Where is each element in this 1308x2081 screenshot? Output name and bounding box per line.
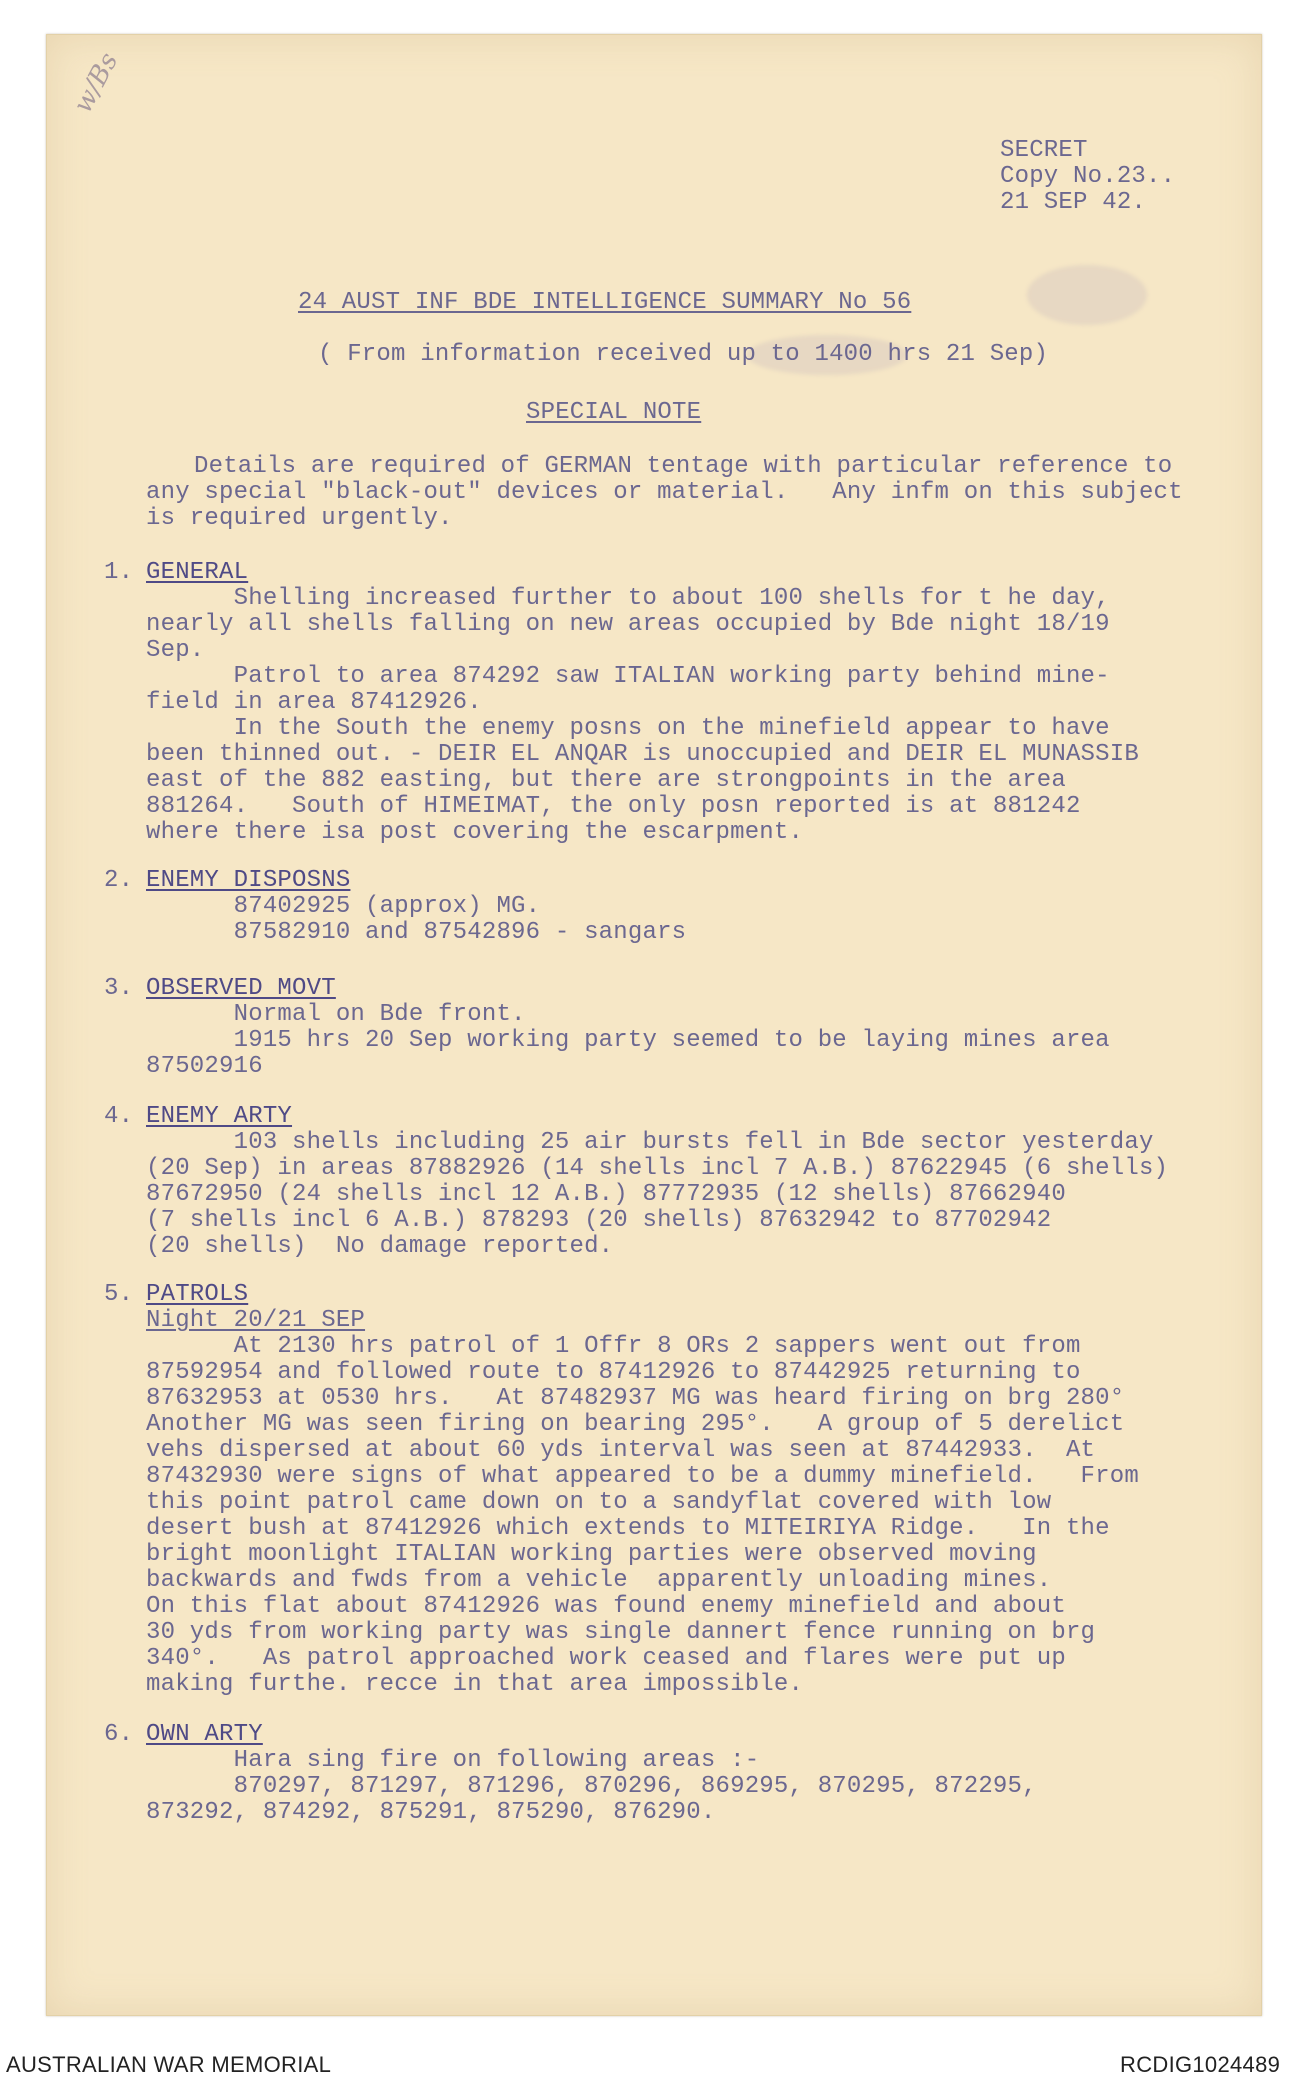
section-line: Shelling increased further to about 100 shells for t he day, bbox=[146, 585, 1110, 612]
section-line: vehs dispersed at about 60 yds interval was seen at 87442933. At bbox=[146, 1437, 1096, 1464]
section-number: 6. bbox=[104, 1721, 134, 1748]
section-line: backwards and fwds from a vehicle apparently unloading mines. bbox=[146, 1567, 1052, 1594]
section-line: 870297, 871297, 871296, 870296, 869295, 870295, 872295, bbox=[146, 1773, 1037, 1800]
section-heading-general: GENERAL bbox=[146, 559, 249, 586]
section-line: 340°. As patrol approached work ceased and flares were put up bbox=[146, 1645, 1066, 1672]
document-subtitle: ( From information received up to 1400 hrs 21 Sep) bbox=[318, 341, 1049, 368]
section-heading-enemy-disposns: ENEMY DISPOSNS bbox=[146, 867, 351, 894]
special-note-line: Details are required of GERMAN tentage with particular reference to bbox=[194, 453, 1173, 480]
section-line: In the South the enemy posns on the minefield appear to have bbox=[146, 715, 1110, 742]
section-heading-own-arty: OWN ARTY bbox=[146, 1721, 263, 1748]
section-line: (7 shells incl 6 A.B.) 878293 (20 shells) 87632942 to 87702942 bbox=[146, 1207, 1052, 1234]
special-note-line: is required urgently. bbox=[146, 505, 453, 532]
section-line: where there isa post covering the escarpment. bbox=[146, 819, 804, 846]
section-line: this point patrol came down on to a sandyflat covered with low bbox=[146, 1489, 1052, 1516]
section-line: bright moonlight ITALIAN working parties were observed moving bbox=[146, 1541, 1037, 1568]
classification-label: SECRET bbox=[1000, 137, 1088, 164]
section-line: At 2130 hrs patrol of 1 Offr 8 ORs 2 sappers went out from bbox=[146, 1333, 1081, 1360]
section-number: 2. bbox=[104, 867, 134, 894]
archive-credit: AUSTRALIAN WAR MEMORIAL bbox=[6, 2052, 332, 2077]
section-line: 103 shells including 25 air bursts fell in Bde sector yesterday bbox=[146, 1129, 1154, 1156]
section-line: (20 Sep) in areas 87882926 (14 shells incl 7 A.B.) 87622945 (6 shells) bbox=[146, 1155, 1169, 1182]
section-line: Another MG was seen firing on bearing 295°. A group of 5 derelict bbox=[146, 1411, 1125, 1438]
document-title: 24 AUST INF BDE INTELLIGENCE SUMMARY No 56 bbox=[298, 289, 912, 316]
section-heading-patrols: PATROLS bbox=[146, 1281, 249, 1308]
section-line: 87582910 and 87542896 - sangars bbox=[146, 919, 687, 946]
section-line: east of the 882 easting, but there are strongpoints in the area bbox=[146, 767, 1066, 794]
section-number: 1. bbox=[104, 559, 134, 586]
section-line: 30 yds from working party was single dannert fence running on brg bbox=[146, 1619, 1096, 1646]
section-line: 87632953 at 0530 hrs. At 87482937 MG was heard firing on brg 280° bbox=[146, 1385, 1125, 1412]
section-line: Hara sing fire on following areas :- bbox=[146, 1747, 760, 1774]
section-line: 87432930 were signs of what appeared to be a dummy minefield. From bbox=[146, 1463, 1139, 1490]
section-line: 881264. South of HIMEIMAT, the only posn reported is at 881242 bbox=[146, 793, 1081, 820]
handwritten-mark: w/Bs bbox=[68, 47, 125, 119]
section-line: 1915 hrs 20 Sep working party seemed to be laying mines area bbox=[146, 1027, 1110, 1054]
section-line: 87672950 (24 shells incl 12 A.B.) 87772935 (12 shells) 87662940 bbox=[146, 1181, 1066, 1208]
section-line: 87402925 (approx) MG. bbox=[146, 893, 541, 920]
section-line: field in area 87412926. bbox=[146, 689, 482, 716]
section-subheading: Night 20/21 SEP bbox=[146, 1307, 366, 1334]
document-date: 21 SEP 42. bbox=[1000, 189, 1147, 216]
section-number: 4. bbox=[104, 1103, 134, 1130]
section-line: (20 shells) No damage reported. bbox=[146, 1233, 614, 1260]
special-note-line: any special "black-out" devices or material. Any infm on this subject bbox=[146, 479, 1183, 506]
section-line: On this flat about 87412926 was found enemy minefield and about bbox=[146, 1593, 1066, 1620]
section-line: nearly all shells falling on new areas occupied by Bde night 18/19 bbox=[146, 611, 1110, 638]
archive-id: RCDIG1024489 bbox=[1120, 2052, 1281, 2077]
section-line: making furthe. recce in that area impossible. bbox=[146, 1671, 804, 1698]
section-line: desert bush at 87412926 which extends to MITEIRIYA Ridge. In the bbox=[146, 1515, 1110, 1542]
section-line: Normal on Bde front. bbox=[146, 1001, 526, 1028]
section-line: been thinned out. - DEIR EL ANQAR is unoccupied and DEIR EL MUNASSIB bbox=[146, 741, 1139, 768]
section-heading-enemy-arty: ENEMY ARTY bbox=[146, 1103, 293, 1130]
section-number: 5. bbox=[104, 1281, 134, 1308]
ink-smudge bbox=[1027, 265, 1147, 325]
section-line: 873292, 874292, 875291, 875290, 876290. bbox=[146, 1799, 716, 1826]
section-line: 87502916 bbox=[146, 1053, 263, 1080]
section-line: Sep. bbox=[146, 637, 205, 664]
section-line: Patrol to area 874292 saw ITALIAN working party behind mine- bbox=[146, 663, 1110, 690]
section-heading-observed-movt: OBSERVED MOVT bbox=[146, 975, 336, 1002]
section-line: 87592954 and followed route to 87412926 to 87442925 returning to bbox=[146, 1359, 1081, 1386]
copy-number: Copy No.23.. bbox=[1000, 163, 1176, 190]
section-number: 3. bbox=[104, 975, 134, 1002]
special-note-heading: SPECIAL NOTE bbox=[526, 399, 702, 426]
